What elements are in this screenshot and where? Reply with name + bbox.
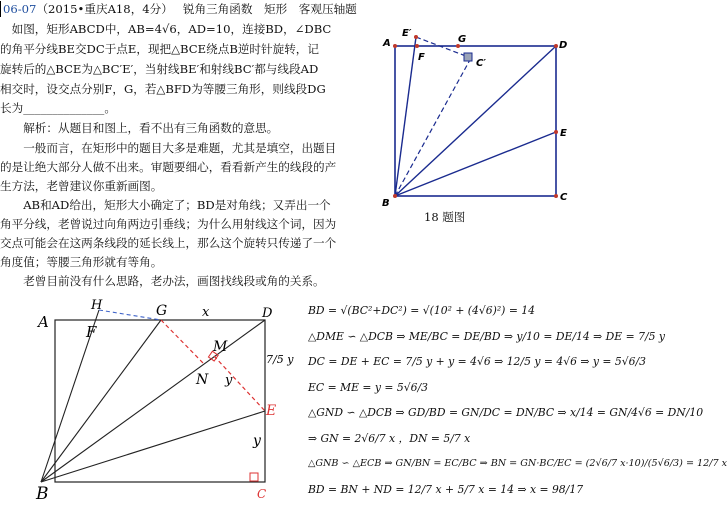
label-f: F: [418, 52, 425, 63]
label-d: D: [559, 40, 568, 51]
analysis-line: 生方法，老曾建议你重新画图。: [0, 179, 163, 193]
analysis-line: 角度值；等腰三角形就有等角。: [0, 255, 163, 269]
analysis-line: 老曾目前没有什么思路，老办法，画图找线段或角的关系。: [0, 274, 325, 288]
sketch-label-d: D: [262, 306, 273, 321]
problem-source: （2015•重庆A18，4分）: [36, 2, 173, 16]
right-angle-mark: [464, 53, 472, 61]
hand-sketch: [30, 295, 298, 506]
sketch-label-h: H: [91, 298, 103, 313]
sketch-label-y: y: [225, 373, 233, 388]
problem-line: 的角平分线BE交DC于点E，现把△BCE绕点B逆时针旋转，记: [0, 42, 319, 56]
sketch-label-y-ec: y: [253, 433, 261, 449]
sketch-segment-hg: [99, 310, 161, 320]
sketch-rectangle: [55, 320, 265, 482]
point-e-prime: [414, 35, 418, 39]
ray-be-prime: [395, 37, 416, 196]
sketch-label-a: A: [38, 313, 49, 331]
problem-line: 旋转后的△BCE为△BC′E′，当射线BE′和射线BC′都与线段AD: [0, 62, 319, 76]
segment-be: [395, 132, 556, 196]
sketch-label-de: 7/5 y: [266, 353, 294, 366]
label-c: C: [560, 192, 568, 203]
figure-18: [380, 20, 580, 208]
analysis-line: 解析：从题目和图上，看不出有三角函数的意思。: [0, 121, 279, 135]
problem-code: 06-07: [3, 2, 37, 16]
analysis-line: 交点可能会在这两条线段的延长线上，那么这个旋转只传递了一个: [0, 236, 337, 250]
solution-line: △GND ∽ △DCB ⇒ GD/BD = GN/DC = DN/BC ⇒ x/14 = GN/4√6 = DN/10: [308, 406, 704, 419]
analysis-line: 角平分线，老曾说过向角两边引垂线；为什么用射线这个词，因为: [0, 217, 337, 231]
solution-line: △DME ∽ △DCB ⇒ ME/BC = DE/BD ⇒ y/10 = DE/14 ⇒ DE = 7/5 y: [308, 329, 665, 343]
ray-bc-prime: [395, 58, 471, 196]
sketch-ray-bg: [41, 320, 161, 482]
problem-header: [3, 0, 357, 19]
sketch-label-f: F: [86, 323, 97, 341]
solution-line: EC = ME = y = 5√6/3: [308, 380, 429, 394]
solution-text: [308, 298, 727, 502]
sketch-label-g: G: [156, 303, 168, 319]
analysis-line: 的是让绝大部分人做不出来。审题要细心，看看新产生的线段的产: [0, 160, 337, 174]
label-b: B: [382, 198, 390, 209]
label-e-prime: E′: [402, 28, 412, 39]
solution-line: DC = DE + EC = 7/5 y + y = 4√6 ⇒ 12/5 y = 4√6 ⇒ y = 5√6/3: [308, 355, 647, 368]
sketch-label-n: N: [196, 372, 209, 388]
label-a: A: [383, 38, 391, 49]
sketch-label-e: E: [266, 403, 277, 419]
problem-tags: 锐角三角函数 矩形 客观压轴题: [182, 2, 357, 16]
analysis-line: AB和AD给出，矩形大小确定了；BD是对角线；又弄出一个: [0, 198, 331, 212]
sketch-label-x: x: [202, 305, 210, 320]
problem-line: 如图，矩形ABCD中，AB=4√6，AD=10，连接BD，∠DBC: [0, 22, 332, 36]
solution-line: BD = √(BC²+DC²) = √(10² + (4√6)²) = 14: [308, 304, 536, 317]
point-a: [393, 44, 397, 48]
sketch-diagonal-bd: [41, 320, 265, 482]
problem-line: 长为______________。: [0, 101, 116, 115]
sketch-perpendicular-em: [214, 356, 265, 411]
label-g: G: [458, 34, 467, 45]
text-cursor: [0, 1, 1, 17]
solution-line: ⇒ GN = 2√6/7 x ，DN = 5/7 x: [308, 431, 471, 445]
solution-line: △GNB ∽ △ECB ⇒ GN/BN = EC/BC ⇒ BN = GN·BC/EC = (2√6/7 x·10)/(5√6/3) = 12/7 x: [308, 458, 727, 469]
analysis-line: 一般而言，在矩形中的题目大多是难题，尤其是填空，出题目: [0, 141, 337, 155]
sketch-perpendicular-gn: [161, 320, 205, 365]
point-c: [554, 194, 558, 198]
label-c-prime: C′: [476, 58, 486, 69]
point-d: [554, 44, 558, 48]
point-b: [393, 194, 397, 198]
point-f: [415, 44, 419, 48]
point-e: [554, 130, 558, 134]
label-e: E: [560, 128, 567, 139]
solution-line: BD = BN + ND = 12/7 x + 5/7 x = 14 ⇒ x = 98/17: [308, 482, 584, 496]
sketch-right-angle-c: [250, 473, 258, 481]
figure-caption: 18 题图: [424, 210, 466, 224]
sketch-label-c: C: [257, 487, 267, 501]
sketch-label-b: B: [36, 484, 49, 504]
problem-line: 相交时，设交点分别F，G，若△BFD为等腰三角形，则线段DG: [0, 82, 326, 96]
sketch-segment-be: [41, 411, 265, 482]
sketch-label-m: M: [213, 339, 228, 355]
